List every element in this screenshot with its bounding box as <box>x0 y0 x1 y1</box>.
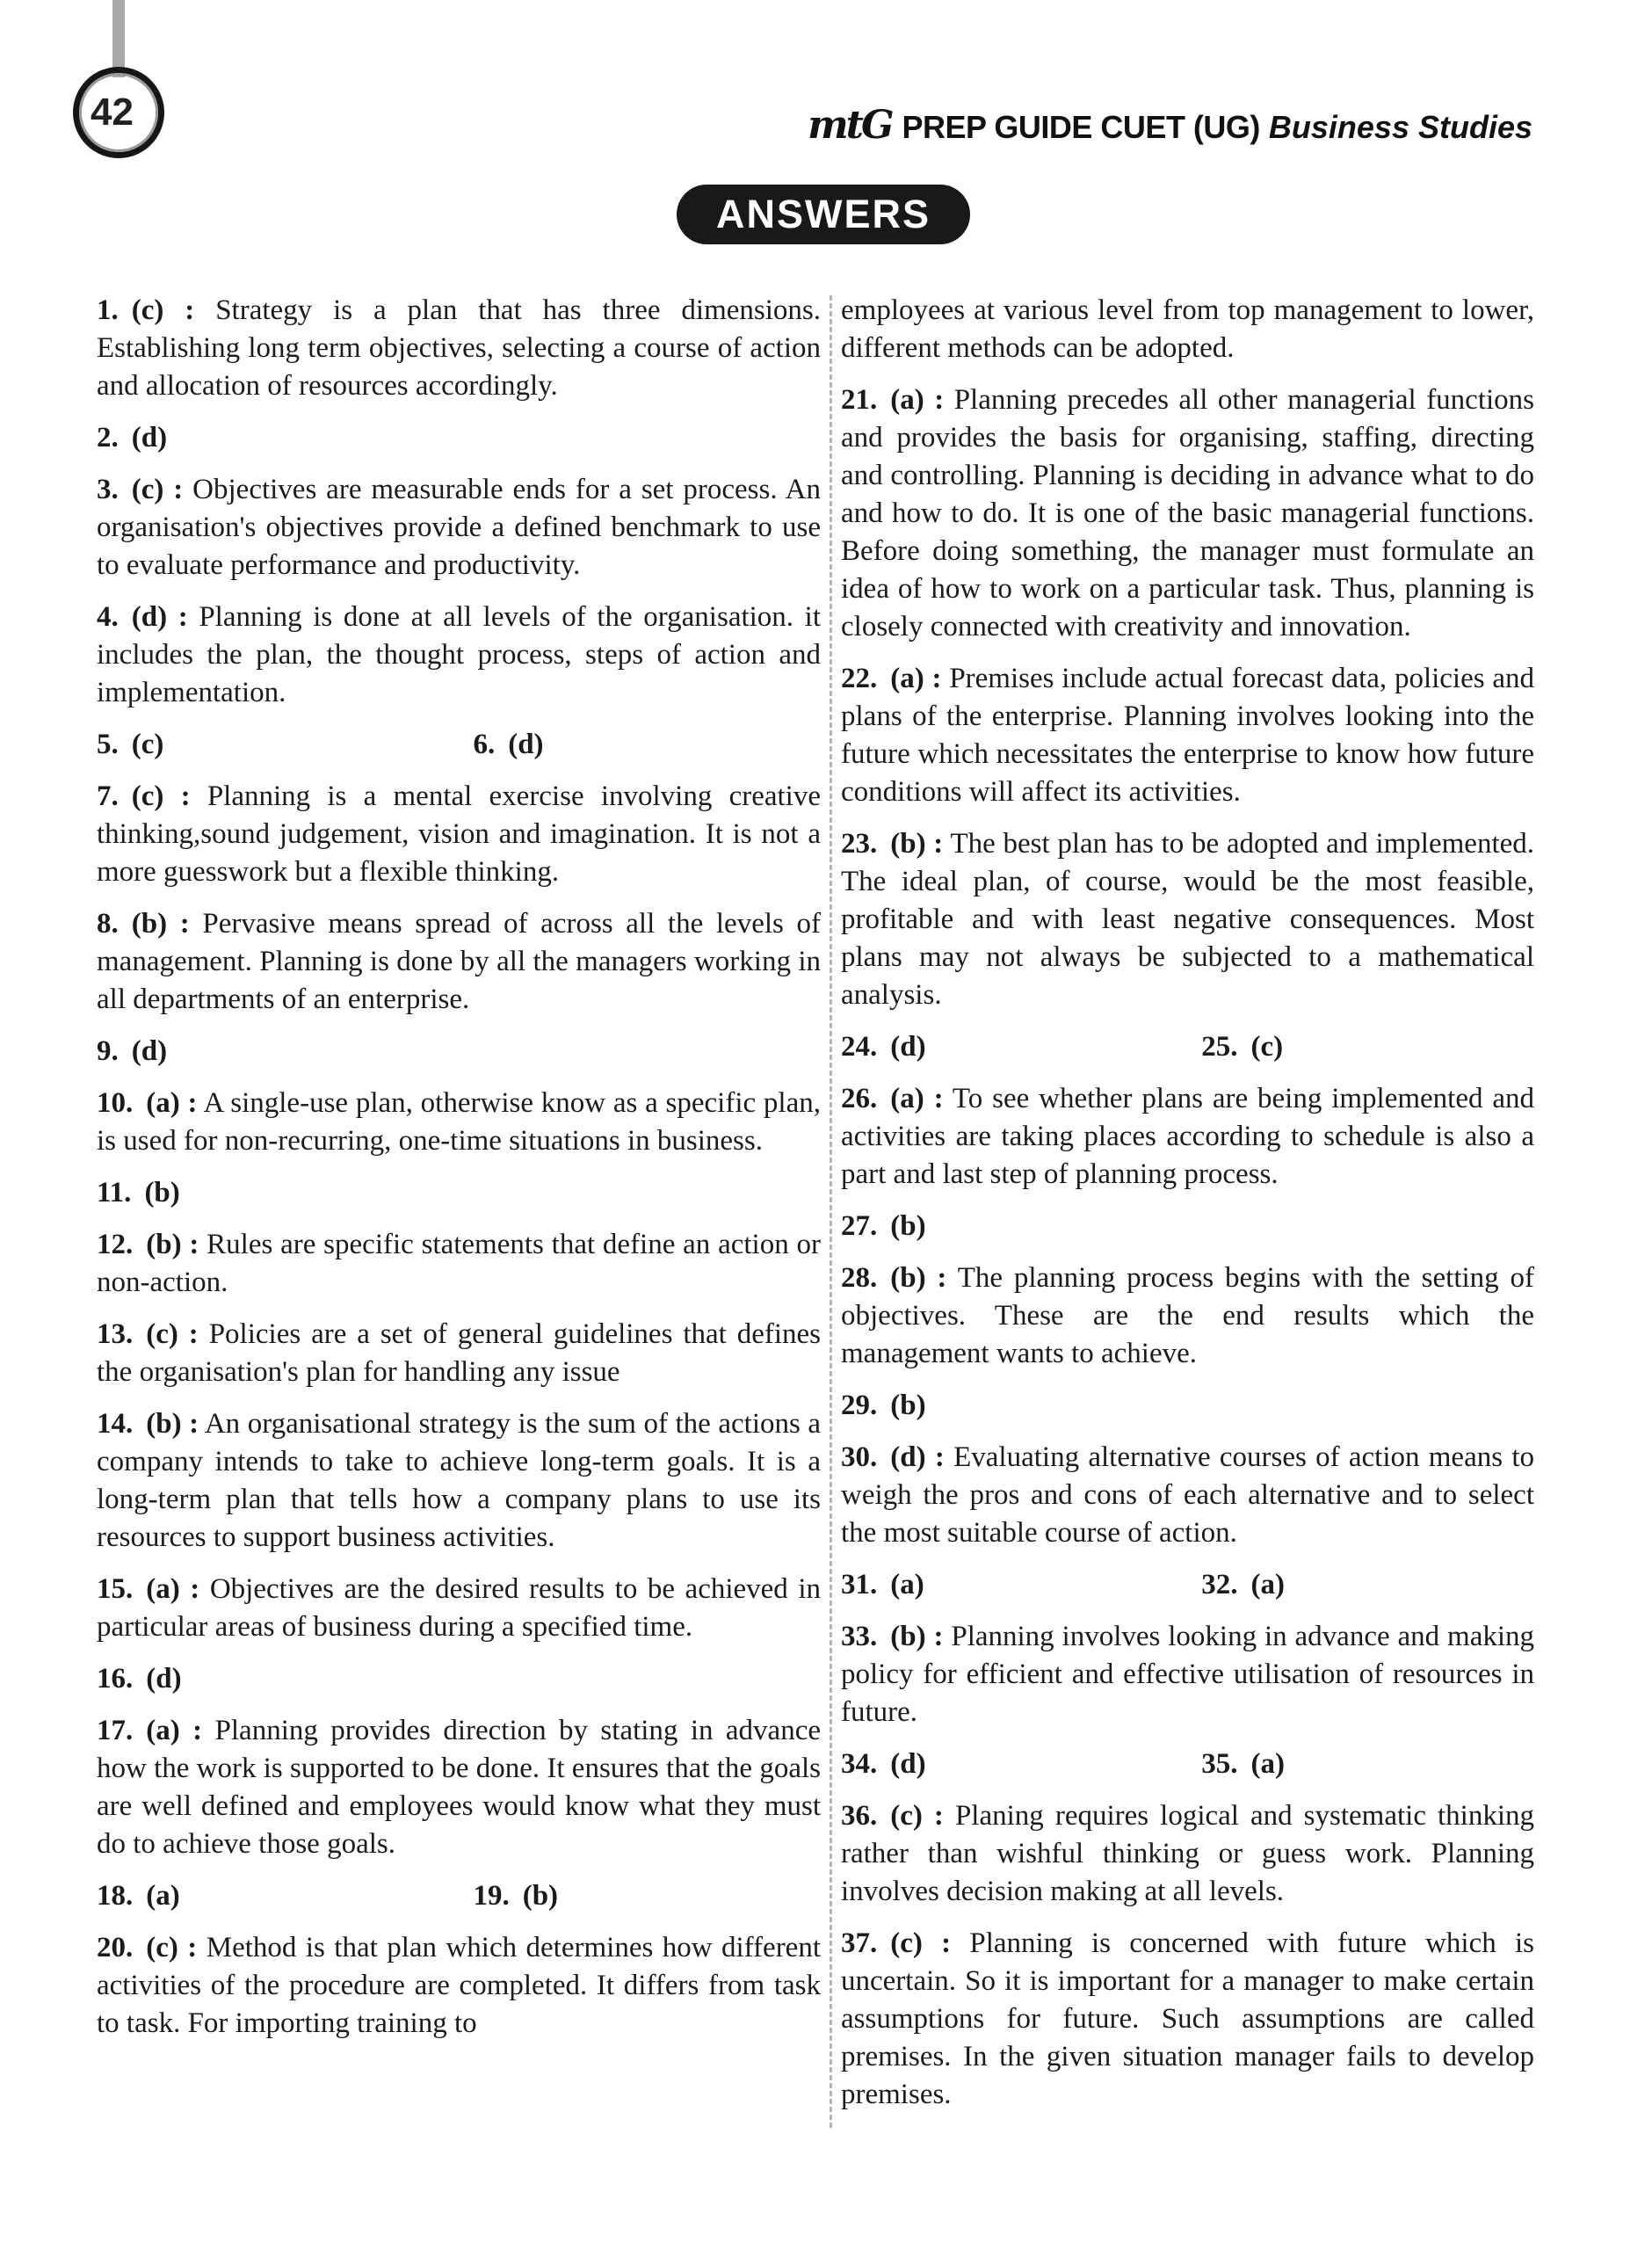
answer-text: Premises include actual forecast data, policies and plans of the enterprise. Planning involves looking into the future which necessitates the enterprise to know how future conditions will affect its activities. <box>841 663 1535 808</box>
answer-letter: (a) : <box>890 384 945 416</box>
answer-number: 33. <box>841 1621 878 1652</box>
answer-letter: (a) : <box>890 663 942 694</box>
answer-text: Objectives are the desired results to be achieved in particular areas of business during a specified time. <box>97 1573 822 1643</box>
answer-item <box>841 1028 1534 1066</box>
answer-number: 9. <box>97 1035 119 1067</box>
answer-number: 25. <box>1201 1031 1238 1063</box>
answer-item <box>97 1712 821 1863</box>
answer-letter: (b) <box>890 1390 926 1421</box>
answer-item <box>97 905 821 1019</box>
answer-letter: (a) : <box>146 1573 200 1605</box>
answer-number: 17. <box>97 1715 134 1746</box>
answer-number: 8. <box>97 908 119 940</box>
answer-number: 16. <box>97 1663 134 1695</box>
answer-letter: (d) <box>890 1748 926 1780</box>
answer-letter: (a) <box>146 1880 180 1912</box>
answer-letter: (a) <box>890 1569 924 1600</box>
answer-number: 30. <box>841 1441 878 1473</box>
answer-item <box>841 1439 1534 1552</box>
answer-short <box>97 729 163 760</box>
answer-item <box>97 1085 821 1160</box>
answer-short <box>1201 1746 1285 1783</box>
answer-number: 15. <box>97 1573 134 1605</box>
page-margin-bar <box>112 0 125 77</box>
answer-number: 37. <box>841 1927 878 1959</box>
answer-item <box>841 1208 1534 1245</box>
answer-text: Planning is concerned with future which is uncertain. So it is important for a manager to make certain assumptions for future. Such assumptions are called premises. In the given situation manager fails to develop premises. <box>841 1927 1534 2110</box>
answer-number: 11. <box>97 1177 132 1208</box>
answer-text: The best plan has to be adopted and implemented. The ideal plan, of course, would be the most feasible, profitable and with least negative consequences. Most plans may not always be subjected to a mathematical analysis. <box>841 828 1535 1011</box>
answer-text: Planning precedes all other managerial functions and provides the basis for organising, staffing, directing and controlling. Planning is deciding in advance what to do and how to do. It is one of the basic managerial functions. Before doing something, the manager must formulate an idea of how to work on a particular task. Thus, planning is closely connected with creativity and innovation. <box>841 384 1535 642</box>
answer-item <box>97 1174 821 1212</box>
header-title: PREP GUIDE CUET (UG) <box>902 109 1260 145</box>
answer-number: 13. <box>97 1318 134 1350</box>
answer-short <box>97 1880 180 1912</box>
answer-text: Method is that plan which determines how different activities of the procedure are completed. It differs from task to task. For importing training to <box>97 1932 822 2039</box>
answer-number: 6. <box>473 729 496 760</box>
column-divider <box>830 295 832 2128</box>
answer-item <box>841 1566 1534 1604</box>
answer-text: Planning involves looking in advance and making policy for efficient and effective utilisation of resources in future. <box>841 1621 1535 1728</box>
answers-content <box>97 292 1534 2128</box>
answer-letter: (c) : <box>131 474 184 505</box>
answer-text: Evaluating alternative courses of action means to weigh the pros and cons of each alternative and to select the most suitable course of action. <box>841 1441 1534 1549</box>
answer-text: A single-use plan, otherwise know as a specific plan, is used for non-recurring, one-time situations in business. <box>97 1087 821 1157</box>
answer-letter: (d) <box>131 1035 168 1067</box>
answer-letter: (a) <box>1250 1569 1285 1600</box>
answer-item <box>97 1660 821 1698</box>
answer-letter: (d) : <box>890 1441 945 1473</box>
answer-letter: (c) : <box>131 780 191 812</box>
mtg-logo: mtG <box>808 103 892 148</box>
answer-item <box>841 1797 1534 1911</box>
answer-letter: (b) <box>522 1880 559 1912</box>
answer-short <box>473 726 543 764</box>
answer-letter: (c) : <box>146 1318 199 1350</box>
answer-short <box>841 1748 926 1780</box>
answer-number: 19. <box>473 1880 510 1912</box>
answer-item <box>841 1080 1534 1194</box>
answer-letter: (b) : <box>890 1621 944 1652</box>
page-number: 42 <box>91 91 134 134</box>
answer-number: 28. <box>841 1262 878 1294</box>
answer-number: 22. <box>841 663 878 694</box>
answer-item <box>97 726 821 764</box>
answer-letter: (c) <box>131 729 164 760</box>
answer-letter: (c) : <box>146 1932 198 1963</box>
answer-letter: (b) : <box>890 828 944 860</box>
answer-text: employees at various level from top management to lower, different methods can be adopted. <box>841 294 1534 364</box>
answers-banner: ANSWERS <box>677 185 970 244</box>
answer-number: 21. <box>841 384 878 416</box>
answer-text: Planning is a mental exercise involving creative thinking,sound judgement, vision and imagination. It is not a more guesswork but a flexible thinking. <box>97 780 821 888</box>
answer-text: The planning process begins with the setting of objectives. These are the end results which the management wants to achieve. <box>841 1262 1534 1369</box>
answer-letter: (b) : <box>146 1408 199 1440</box>
page-header <box>808 103 1532 148</box>
answer-number: 14. <box>97 1408 134 1440</box>
answer-number: 31. <box>841 1569 878 1600</box>
answer-letter: (c) : <box>890 1800 944 1832</box>
answer-number: 24. <box>841 1031 878 1063</box>
answer-item <box>97 599 821 712</box>
answer-item <box>841 1259 1534 1373</box>
answer-letter: (d) <box>131 422 168 454</box>
answer-number: 7. <box>97 780 119 812</box>
answer-number: 29. <box>841 1390 878 1421</box>
answer-text: Planing requires logical and systematic thinking rather than wishful thinking or guess work. Planning involves decision making at all levels. <box>841 1800 1535 1907</box>
answer-text: Rules are specific statements that define an action or non-action. <box>97 1229 821 1298</box>
answer-item <box>97 1929 821 2043</box>
answer-item <box>97 1877 821 1915</box>
answer-number: 20. <box>97 1932 134 1963</box>
answer-letter: (b) : <box>131 908 190 940</box>
answer-item <box>97 778 821 891</box>
answer-item <box>841 1618 1534 1731</box>
answer-item <box>841 1387 1534 1425</box>
answer-number: 5. <box>97 729 119 760</box>
answer-letter: (b) : <box>146 1229 199 1260</box>
answer-number: 12. <box>97 1229 134 1260</box>
answer-letter: (d) : <box>131 601 188 633</box>
answer-text: To see whether plans are being implemented and activities are taking places according to schedule is also a part and last step of planning process. <box>841 1083 1535 1190</box>
answer-number: 36. <box>841 1800 878 1832</box>
answer-text: An organisational strategy is the sum of the actions a company intends to take to achieve long-term goals. It is a long-term plan that tells how a company plans to use its resources to support business activities. <box>97 1408 822 1553</box>
answer-short <box>841 1031 926 1063</box>
answer-item <box>841 825 1534 1014</box>
answer-number: 4. <box>97 601 119 633</box>
answer-item <box>841 381 1534 646</box>
answer-letter: (c) : <box>890 1927 952 1959</box>
answer-item <box>97 1033 821 1071</box>
answer-text: Strategy is a plan that has three dimensions. Establishing long term objectives, selecting a course of action and allocation of resources accordingly. <box>97 294 821 402</box>
answer-letter: (a) : <box>890 1083 944 1114</box>
answer-number: 18. <box>97 1880 134 1912</box>
answer-text: Policies are a set of general guidelines that defines the organisation's plan for handling any issue <box>97 1318 822 1388</box>
answer-letter: (b) <box>890 1210 926 1242</box>
answer-item <box>841 660 1534 811</box>
answer-number: 26. <box>841 1083 878 1114</box>
answer-letter: (a) : <box>146 1715 203 1746</box>
answer-item <box>97 1571 821 1646</box>
answer-letter: (a) <box>1250 1748 1285 1780</box>
answer-short <box>1201 1028 1283 1066</box>
answer-letter: (d) <box>146 1663 182 1695</box>
answer-number: 1. <box>97 294 119 326</box>
answer-item <box>97 1226 821 1302</box>
answer-short <box>1201 1566 1285 1604</box>
answer-letter: (c) : <box>131 294 195 326</box>
answer-number: 32. <box>1201 1569 1238 1600</box>
answer-text: Objectives are measurable ends for a set process. An organisation's objectives provide a defined benchmark to use to evaluate performance and productivity. <box>97 474 821 581</box>
answer-number: 34. <box>841 1748 878 1780</box>
answers-column-2 <box>841 292 1534 2128</box>
answer-item <box>841 1746 1534 1783</box>
answer-number: 27. <box>841 1210 878 1242</box>
answer-item <box>97 292 821 405</box>
answer-text: Planning is done at all levels of the organisation. it includes the plan, the thought process, steps of action and implementation. <box>97 601 822 708</box>
answer-letter: (c) <box>1250 1031 1284 1063</box>
answer-item <box>97 1405 821 1557</box>
answer-short <box>473 1877 558 1915</box>
answer-text: Pervasive means spread of across all the levels of management. Planning is done by all the managers working in all departments of an enterprise. <box>97 908 821 1015</box>
answer-letter: (d) <box>508 729 544 760</box>
answer-text: Planning provides direction by stating in advance how the work is supported to be done. It ensures that the goals are well defined and employees would know what they must do to achieve those goals. <box>97 1715 821 1860</box>
answer-letter: (d) <box>890 1031 926 1063</box>
answers-column-1 <box>97 292 821 2128</box>
answer-number: 35. <box>1201 1748 1238 1780</box>
answer-item <box>841 292 1534 367</box>
answer-number: 3. <box>97 474 119 505</box>
answer-letter: (a) : <box>146 1087 198 1119</box>
page-number-medallion <box>73 67 164 158</box>
answer-number: 10. <box>97 1087 134 1119</box>
answer-number: 23. <box>841 828 878 860</box>
header-subtitle: Business Studies <box>1268 109 1532 145</box>
answer-letter: (b) <box>144 1177 180 1208</box>
answer-letter: (b) : <box>890 1262 947 1294</box>
answer-item <box>841 1925 1534 2114</box>
answer-item <box>97 471 821 584</box>
answer-number: 2. <box>97 422 119 454</box>
answer-item <box>97 419 821 457</box>
answer-short <box>841 1569 924 1600</box>
answer-item <box>97 1316 821 1391</box>
